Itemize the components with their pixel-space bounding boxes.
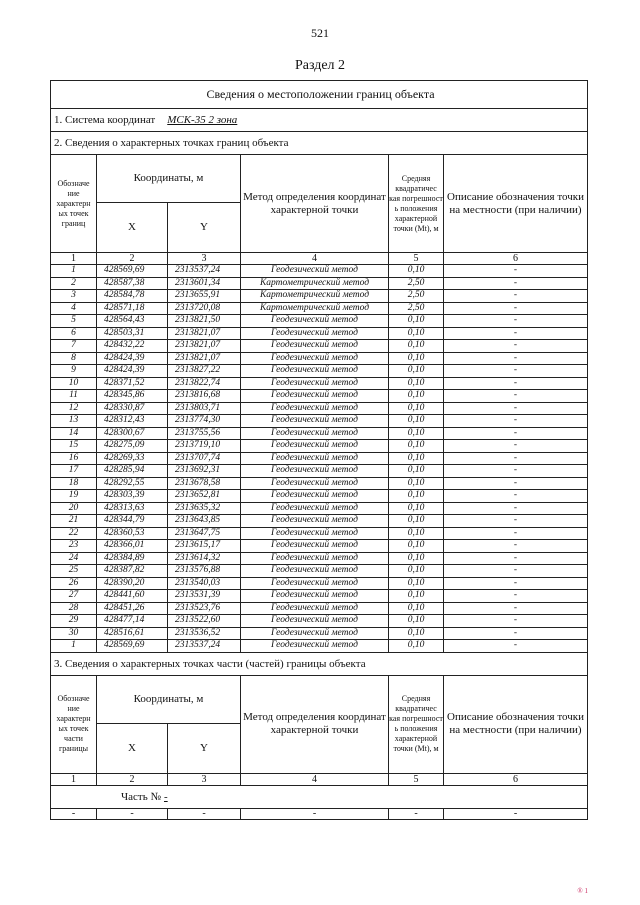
column-number: 6: [444, 773, 588, 785]
point-description: -: [444, 627, 588, 640]
header-accuracy-part: Средняя квадратичес кая погрешност ь положения характерной точки (Mt), м: [389, 675, 444, 773]
point-y: 2313821,07: [168, 352, 241, 365]
header-coords-part: Координаты, м: [97, 675, 241, 723]
table-row: [51, 415, 588, 428]
point-x: 428269,33: [97, 452, 168, 465]
point-method: Геодезический метод: [241, 452, 389, 465]
point-method: Геодезический метод: [241, 602, 389, 615]
part-cell: -: [51, 808, 97, 819]
header-y-part: Y: [168, 723, 241, 773]
table-row: [51, 552, 588, 565]
point-y: 2313522,60: [168, 615, 241, 628]
point-x: 428344,79: [97, 515, 168, 528]
table-row: [51, 377, 588, 390]
header-coords: Координаты, м: [97, 155, 241, 203]
point-method: Геодезический метод: [241, 365, 389, 378]
point-x: 428432,22: [97, 340, 168, 353]
point-accuracy: 0,10: [389, 415, 444, 428]
point-method: Геодезический метод: [241, 440, 389, 453]
point-description: -: [444, 615, 588, 628]
table-row: [51, 277, 588, 290]
point-description: -: [444, 427, 588, 440]
point-description: -: [444, 440, 588, 453]
point-x: 428275,09: [97, 440, 168, 453]
point-method: Картометрический метод: [241, 277, 389, 290]
table-row: [51, 502, 588, 515]
column-number: 6: [444, 253, 588, 265]
point-x: 428387,82: [97, 565, 168, 578]
point-accuracy: 0,10: [389, 590, 444, 603]
point-description: -: [444, 540, 588, 553]
column-number: 4: [241, 253, 389, 265]
point-method: Геодезический метод: [241, 390, 389, 403]
point-y: 2313652,81: [168, 490, 241, 503]
point-y: 2313816,68: [168, 390, 241, 403]
point-y: 2313576,88: [168, 565, 241, 578]
point-y: 2313655,91: [168, 290, 241, 303]
header-method-part: Метод определения координат характерной точки: [241, 675, 389, 773]
point-x: 428424,39: [97, 352, 168, 365]
point-method: Геодезический метод: [241, 527, 389, 540]
point-id: 23: [51, 540, 97, 553]
column-number-row: [51, 253, 588, 265]
header-description-part: Описание обозначения точки на местности (при наличии): [444, 675, 588, 773]
point-method: Геодезический метод: [241, 515, 389, 528]
point-id: 6: [51, 327, 97, 340]
point-description: -: [444, 515, 588, 528]
point-description: -: [444, 527, 588, 540]
point-method: Геодезический метод: [241, 402, 389, 415]
point-accuracy: 2,50: [389, 302, 444, 315]
part-cell: -: [97, 808, 168, 819]
table-row: [51, 477, 588, 490]
point-y: 2313678,58: [168, 477, 241, 490]
point-accuracy: 0,10: [389, 465, 444, 478]
point-x: 428300,67: [97, 427, 168, 440]
point-accuracy: 0,10: [389, 527, 444, 540]
point-x: 428360,53: [97, 527, 168, 540]
point-id: 18: [51, 477, 97, 490]
point-x: 428564,43: [97, 315, 168, 328]
point-y: 2313774,30: [168, 415, 241, 428]
point-description: -: [444, 502, 588, 515]
point-description: -: [444, 577, 588, 590]
point-description: -: [444, 390, 588, 403]
column-number: 1: [51, 253, 97, 265]
table-row: [51, 315, 588, 328]
table-row: [51, 327, 588, 340]
point-method: Геодезический метод: [241, 640, 389, 653]
point-x: 428285,94: [97, 465, 168, 478]
point-x: 428303,39: [97, 490, 168, 503]
point-accuracy: 0,10: [389, 515, 444, 528]
table-row: [51, 515, 588, 528]
part-cell: -: [444, 808, 588, 819]
point-accuracy: 0,10: [389, 315, 444, 328]
point-accuracy: 0,10: [389, 377, 444, 390]
point-description: -: [444, 565, 588, 578]
table-row: [51, 340, 588, 353]
point-id: 21: [51, 515, 97, 528]
header-description: Описание обозначения точки на местности (при наличии): [444, 155, 588, 253]
point-x: 428503,31: [97, 327, 168, 340]
point-accuracy: 0,10: [389, 640, 444, 653]
point-accuracy: 0,10: [389, 627, 444, 640]
coord-system-value: МСК-35 2 зона: [167, 114, 238, 126]
table-row: [51, 490, 588, 503]
point-method: Геодезический метод: [241, 477, 389, 490]
point-accuracy: 0,10: [389, 490, 444, 503]
boundary-table: [50, 80, 588, 820]
point-description: -: [444, 490, 588, 503]
point-description: -: [444, 452, 588, 465]
point-y: 2313635,32: [168, 502, 241, 515]
point-y: 2313822,74: [168, 377, 241, 390]
point-method: Геодезический метод: [241, 377, 389, 390]
point-id: 8: [51, 352, 97, 365]
point-accuracy: 0,10: [389, 427, 444, 440]
point-id: 29: [51, 615, 97, 628]
header-accuracy: Средняя квадратичес кая погрешност ь положения характерной точки (Mt), м: [389, 155, 444, 253]
table-row: [51, 627, 588, 640]
point-y: 2313821,07: [168, 327, 241, 340]
point-method: Картометрический метод: [241, 290, 389, 303]
column-number: 5: [389, 253, 444, 265]
point-id: 1: [51, 265, 97, 278]
point-accuracy: 0,10: [389, 265, 444, 278]
coord-system-row: [51, 109, 588, 132]
point-accuracy: 0,10: [389, 402, 444, 415]
point-id: 26: [51, 577, 97, 590]
point-y: 2313821,07: [168, 340, 241, 353]
table-row: [51, 302, 588, 315]
point-description: -: [444, 265, 588, 278]
point-x: 428477,14: [97, 615, 168, 628]
point-id: 9: [51, 365, 97, 378]
point-id: 13: [51, 415, 97, 428]
header-y: Y: [168, 203, 241, 253]
point-method: Геодезический метод: [241, 552, 389, 565]
page-number: 521: [311, 26, 329, 40]
part-cell: -: [241, 808, 389, 819]
table-row: [51, 465, 588, 478]
table-row: [51, 540, 588, 553]
point-id: 15: [51, 440, 97, 453]
point-method: Геодезический метод: [241, 490, 389, 503]
point-accuracy: 2,50: [389, 290, 444, 303]
point-accuracy: 0,10: [389, 552, 444, 565]
header-method: Метод определения координат характерной точки: [241, 155, 389, 253]
point-x: 428424,39: [97, 365, 168, 378]
table-row: [51, 640, 588, 653]
point-id: 20: [51, 502, 97, 515]
table-row: [51, 427, 588, 440]
point-method: Геодезический метод: [241, 465, 389, 478]
point-id: 24: [51, 552, 97, 565]
point-id: 12: [51, 402, 97, 415]
point-method: Геодезический метод: [241, 627, 389, 640]
point-x: 428571,18: [97, 302, 168, 315]
column-number: 5: [389, 773, 444, 785]
column-number: 3: [168, 773, 241, 785]
point-x: 428330,87: [97, 402, 168, 415]
section3-title: 3. Сведения о характерных точках части (частей) границы объекта: [51, 652, 588, 675]
point-x: 428516,61: [97, 627, 168, 640]
point-description: -: [444, 415, 588, 428]
point-method: Геодезический метод: [241, 327, 389, 340]
point-x: 428371,52: [97, 377, 168, 390]
point-x: 428292,55: [97, 477, 168, 490]
point-method: Геодезический метод: [241, 340, 389, 353]
point-y: 2313643,85: [168, 515, 241, 528]
point-x: 428584,78: [97, 290, 168, 303]
table-row: [51, 577, 588, 590]
point-method: Геодезический метод: [241, 565, 389, 578]
point-method: Геодезический метод: [241, 352, 389, 365]
point-description: -: [444, 365, 588, 378]
point-accuracy: 0,10: [389, 602, 444, 615]
point-y: 2313601,34: [168, 277, 241, 290]
point-y: 2313531,39: [168, 590, 241, 603]
column-number: 1: [51, 773, 97, 785]
point-y: 2313647,75: [168, 527, 241, 540]
header-x: X: [97, 203, 168, 253]
point-x: 428569,69: [97, 265, 168, 278]
point-method: Геодезический метод: [241, 265, 389, 278]
point-y: 2313720,08: [168, 302, 241, 315]
point-id: 14: [51, 427, 97, 440]
point-accuracy: 0,10: [389, 502, 444, 515]
point-x: 428366,01: [97, 540, 168, 553]
point-id: 4: [51, 302, 97, 315]
table-row: [51, 440, 588, 453]
point-id: 30: [51, 627, 97, 640]
point-y: 2313719,10: [168, 440, 241, 453]
table-row: [51, 452, 588, 465]
point-method: Геодезический метод: [241, 540, 389, 553]
point-description: -: [444, 340, 588, 353]
point-method: Геодезический метод: [241, 502, 389, 515]
point-x: 428390,20: [97, 577, 168, 590]
point-x: 428441,60: [97, 590, 168, 603]
table-row: [51, 527, 588, 540]
table-row: [51, 290, 588, 303]
point-id: 19: [51, 490, 97, 503]
point-y: 2313540,03: [168, 577, 241, 590]
point-y: 2313537,24: [168, 640, 241, 653]
table-row: [51, 602, 588, 615]
point-accuracy: 0,10: [389, 440, 444, 453]
point-method: Геодезический метод: [241, 415, 389, 428]
point-id: 5: [51, 315, 97, 328]
point-description: -: [444, 602, 588, 615]
header-part-point: Обозначе ние характерн ых точек части границы: [51, 675, 97, 773]
point-y: 2313803,71: [168, 402, 241, 415]
point-y: 2313537,24: [168, 265, 241, 278]
point-id: 25: [51, 565, 97, 578]
column-number: 4: [241, 773, 389, 785]
point-accuracy: 0,10: [389, 365, 444, 378]
point-id: 1: [51, 640, 97, 653]
point-description: -: [444, 302, 588, 315]
coord-system-label: 1. Система координат: [54, 114, 156, 126]
point-accuracy: 0,10: [389, 477, 444, 490]
header-point: Обозначе ние характерн ых точек границ: [51, 155, 97, 253]
point-y: 2313615,17: [168, 540, 241, 553]
point-x: 428587,38: [97, 277, 168, 290]
point-id: 17: [51, 465, 97, 478]
point-accuracy: 2,50: [389, 277, 444, 290]
point-description: -: [444, 402, 588, 415]
point-description: -: [444, 315, 588, 328]
table-row: [51, 390, 588, 403]
point-method: Геодезический метод: [241, 315, 389, 328]
point-description: -: [444, 352, 588, 365]
point-id: 22: [51, 527, 97, 540]
point-id: 11: [51, 390, 97, 403]
part-cell: -: [168, 808, 241, 819]
point-id: 2: [51, 277, 97, 290]
point-id: 27: [51, 590, 97, 603]
table-row: [51, 590, 588, 603]
point-x: 428345,86: [97, 390, 168, 403]
column-number: 2: [97, 773, 168, 785]
column-number: 2: [97, 253, 168, 265]
point-id: 3: [51, 290, 97, 303]
point-accuracy: 0,10: [389, 327, 444, 340]
point-description: -: [444, 465, 588, 478]
point-x: 428451,26: [97, 602, 168, 615]
part-label: Часть №: [121, 790, 161, 803]
part-number: -: [163, 790, 168, 803]
point-accuracy: 0,10: [389, 565, 444, 578]
section-title: Раздел 2: [294, 58, 346, 73]
point-x: 428313,63: [97, 502, 168, 515]
point-id: 28: [51, 602, 97, 615]
point-y: 2313821,50: [168, 315, 241, 328]
table-row: [51, 402, 588, 415]
point-accuracy: 0,10: [389, 615, 444, 628]
point-y: 2313614,32: [168, 552, 241, 565]
point-description: -: [444, 290, 588, 303]
part-point-row: [51, 808, 588, 819]
point-description: -: [444, 640, 588, 653]
point-id: 7: [51, 340, 97, 353]
table-title: Сведения о местоположении границ объекта: [51, 81, 588, 109]
point-method: Геодезический метод: [241, 590, 389, 603]
column-number-row-part: [51, 773, 588, 785]
point-y: 2313536,52: [168, 627, 241, 640]
point-accuracy: 0,10: [389, 390, 444, 403]
point-accuracy: 0,10: [389, 540, 444, 553]
point-description: -: [444, 552, 588, 565]
point-description: -: [444, 327, 588, 340]
point-accuracy: 0,10: [389, 352, 444, 365]
point-accuracy: 0,10: [389, 452, 444, 465]
header-x-part: X: [97, 723, 168, 773]
point-y: 2313707,74: [168, 452, 241, 465]
point-description: -: [444, 377, 588, 390]
point-x: 428569,69: [97, 640, 168, 653]
point-description: -: [444, 477, 588, 490]
point-description: -: [444, 590, 588, 603]
point-y: 2313692,31: [168, 465, 241, 478]
boundary-table-frame: [50, 80, 587, 820]
point-method: Картометрический метод: [241, 302, 389, 315]
part-cell: -: [389, 808, 444, 819]
table-row: [51, 265, 588, 278]
point-accuracy: 0,10: [389, 577, 444, 590]
table-row: [51, 565, 588, 578]
table-row: [51, 615, 588, 628]
table-row: [51, 352, 588, 365]
point-method: Геодезический метод: [241, 615, 389, 628]
point-x: 428384,89: [97, 552, 168, 565]
point-y: 2313827,22: [168, 365, 241, 378]
point-x: 428312,43: [97, 415, 168, 428]
point-id: 10: [51, 377, 97, 390]
table-row: [51, 365, 588, 378]
corner-mark: ® 1: [577, 887, 588, 895]
section2-title: 2. Сведения о характерных точках границ объекта: [51, 132, 588, 155]
column-number: 3: [168, 253, 241, 265]
point-description: -: [444, 277, 588, 290]
point-method: Геодезический метод: [241, 577, 389, 590]
point-id: 16: [51, 452, 97, 465]
point-y: 2313523,76: [168, 602, 241, 615]
point-method: Геодезический метод: [241, 427, 389, 440]
part-row: [51, 785, 588, 808]
point-accuracy: 0,10: [389, 340, 444, 353]
point-y: 2313755,56: [168, 427, 241, 440]
